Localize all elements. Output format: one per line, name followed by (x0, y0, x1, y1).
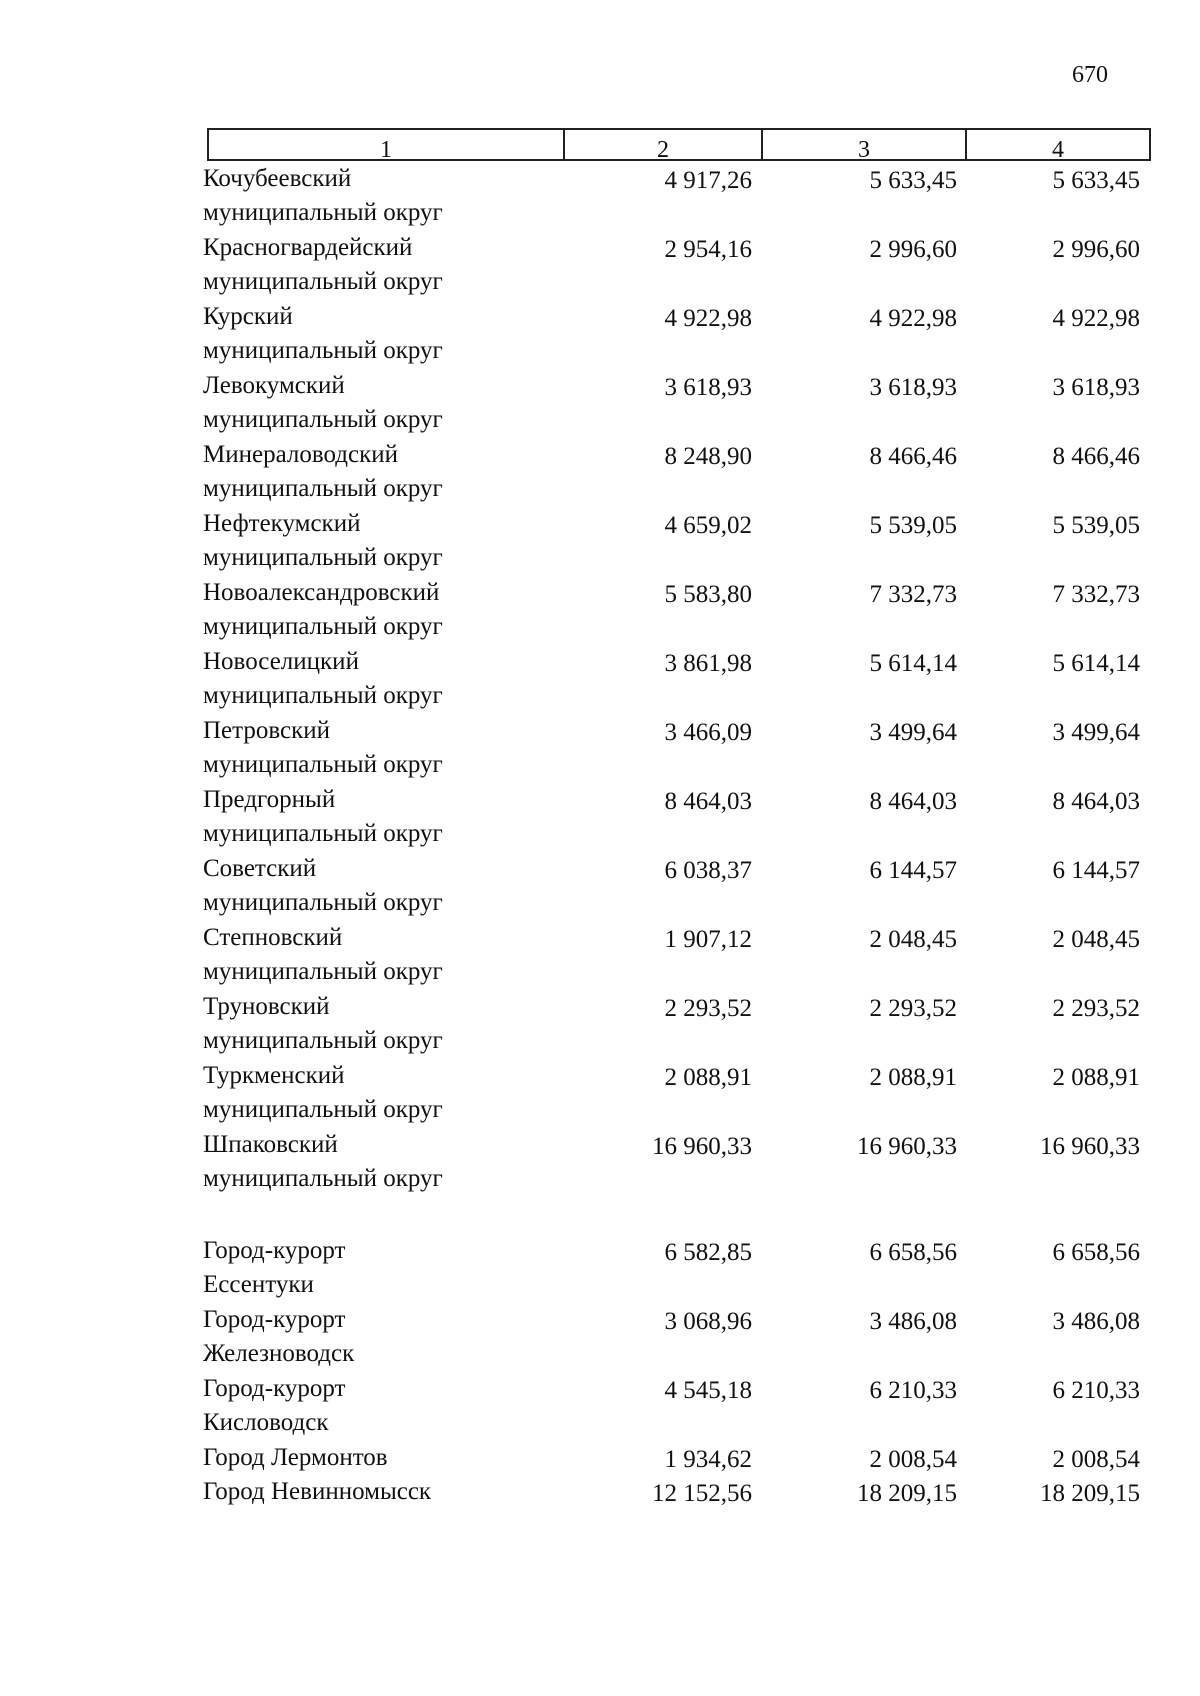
value-col-2: 1 907,12 (664, 926, 752, 953)
row-name-line-1: Петровский (203, 717, 331, 744)
row-name (203, 645, 603, 713)
value-col-2: 4 922,98 (664, 305, 752, 332)
row-name-line-2: муниципальный округ (203, 199, 443, 226)
table-row (0, 1059, 1200, 1128)
row-name (203, 1059, 603, 1127)
row-name-line-1: Курский (203, 303, 293, 330)
row-name-line-1: Степновский (203, 924, 343, 951)
value-col-4: 18 209,15 (1040, 1480, 1140, 1507)
value-col-4: 7 332,73 (1052, 581, 1140, 608)
row-name (203, 438, 603, 506)
value-col-4: 8 466,46 (1052, 443, 1140, 470)
row-name (203, 1441, 603, 1475)
value-col-3: 6 658,56 (869, 1239, 957, 1266)
value-col-4: 6 658,56 (1052, 1239, 1140, 1266)
table-row (0, 990, 1200, 1059)
value-col-3: 6 210,33 (869, 1377, 957, 1404)
value-col-4: 2 996,60 (1052, 236, 1140, 263)
row-name-line-1: Город-курорт (203, 1237, 346, 1264)
row-name-line-1: Предгорный (203, 786, 336, 813)
value-col-4: 4 922,98 (1052, 305, 1140, 332)
table-row (0, 1128, 1200, 1197)
row-name-line-1: Город-курорт (203, 1375, 346, 1402)
row-name (203, 1372, 603, 1440)
value-col-4: 6 210,33 (1052, 1377, 1140, 1404)
table-row (0, 576, 1200, 645)
column-header-4: 4 (965, 130, 1149, 159)
row-name (203, 576, 603, 644)
table-row (0, 438, 1200, 507)
value-col-4: 5 614,14 (1052, 650, 1140, 677)
row-name-line-1: Шпаковский (203, 1131, 338, 1158)
row-name-line-1: Город-курорт (203, 1306, 346, 1333)
value-col-2: 8 248,90 (664, 443, 752, 470)
row-name-line-1: Кочубеевский (203, 165, 352, 192)
row-name (203, 300, 603, 368)
row-name-line-2: муниципальный округ (203, 1165, 443, 1192)
row-name-line-2: муниципальный округ (203, 475, 443, 502)
row-name-line-2: муниципальный округ (203, 268, 443, 295)
value-col-4: 2 088,91 (1052, 1064, 1140, 1091)
table-row (0, 921, 1200, 990)
value-col-3: 16 960,33 (857, 1133, 957, 1160)
row-name-line-1: Город Невинномысск (203, 1478, 432, 1505)
row-name-line-2: муниципальный округ (203, 820, 443, 847)
value-col-2: 6 582,85 (664, 1239, 752, 1266)
value-col-4: 2 008,54 (1052, 1446, 1140, 1473)
row-name-line-2: муниципальный округ (203, 682, 443, 709)
row-name (203, 990, 603, 1058)
table-body (0, 162, 1200, 1509)
value-col-3: 2 088,91 (869, 1064, 957, 1091)
value-col-3: 2 008,54 (869, 1446, 957, 1473)
row-name-line-2: муниципальный округ (203, 751, 443, 778)
table-header (207, 128, 1151, 161)
value-col-4: 2 048,45 (1052, 926, 1140, 953)
value-col-2: 1 934,62 (664, 1446, 752, 1473)
value-col-3: 3 499,64 (869, 719, 957, 746)
value-col-4: 3 618,93 (1052, 374, 1140, 401)
table-row (0, 1475, 1200, 1509)
table-row (0, 714, 1200, 783)
table-row (0, 300, 1200, 369)
column-header-2: 2 (563, 130, 761, 159)
row-name (203, 1128, 603, 1196)
value-col-3: 6 144,57 (869, 857, 957, 884)
row-name-line-2: муниципальный округ (203, 958, 443, 985)
row-name (203, 852, 603, 920)
value-col-4: 3 499,64 (1052, 719, 1140, 746)
table-row (0, 783, 1200, 852)
row-name-line-2: Кисловодск (203, 1409, 329, 1436)
value-col-3: 5 614,14 (869, 650, 957, 677)
row-name-line-2: муниципальный округ (203, 613, 443, 640)
value-col-2: 16 960,33 (652, 1133, 752, 1160)
row-name (203, 714, 603, 782)
row-name (203, 1234, 603, 1302)
row-name (203, 231, 603, 299)
column-header-3: 3 (761, 130, 965, 159)
value-col-3: 8 466,46 (869, 443, 957, 470)
value-col-3: 5 539,05 (869, 512, 957, 539)
row-name (203, 921, 603, 989)
value-col-4: 2 293,52 (1052, 995, 1140, 1022)
row-name (203, 783, 603, 851)
row-name-line-1: Советский (203, 855, 317, 882)
value-col-4: 6 144,57 (1052, 857, 1140, 884)
value-col-2: 4 917,26 (664, 167, 752, 194)
row-name (203, 162, 603, 230)
row-name-line-1: Нефтекумский (203, 510, 361, 537)
row-name-line-1: Город Лермонтов (203, 1444, 388, 1471)
value-col-4: 5 539,05 (1052, 512, 1140, 539)
row-name-line-2: муниципальный округ (203, 406, 443, 433)
table-row (0, 369, 1200, 438)
page-number: 670 (1072, 62, 1108, 88)
row-name-line-2: муниципальный округ (203, 889, 443, 916)
value-col-2: 2 088,91 (664, 1064, 752, 1091)
table-row (0, 645, 1200, 714)
row-name (203, 507, 603, 575)
row-name (203, 369, 603, 437)
row-name-line-1: Левокумский (203, 372, 345, 399)
row-name-line-1: Туркменский (203, 1062, 345, 1089)
value-col-3: 7 332,73 (869, 581, 957, 608)
row-name (203, 1475, 603, 1509)
value-col-4: 5 633,45 (1052, 167, 1140, 194)
value-col-2: 3 618,93 (664, 374, 752, 401)
table-row (0, 1234, 1200, 1303)
value-col-4: 3 486,08 (1052, 1308, 1140, 1335)
value-col-3: 3 486,08 (869, 1308, 957, 1335)
row-name-line-2: муниципальный округ (203, 544, 443, 571)
row-name-line-2: Железноводск (203, 1340, 355, 1367)
table-row (0, 1441, 1200, 1475)
row-name-line-1: Красногвардейский (203, 234, 413, 261)
value-col-2: 6 038,37 (664, 857, 752, 884)
value-col-2: 12 152,56 (652, 1480, 752, 1507)
table-row (0, 162, 1200, 231)
value-col-2: 3 466,09 (664, 719, 752, 746)
value-col-4: 16 960,33 (1040, 1133, 1140, 1160)
value-col-3: 2 293,52 (869, 995, 957, 1022)
row-name (203, 1303, 603, 1371)
column-header-1: 1 (380, 137, 392, 163)
table-row (0, 231, 1200, 300)
row-name-line-2: Ессентуки (203, 1271, 314, 1298)
row-name-line-1: Новоселицкий (203, 648, 359, 675)
table-row (0, 1372, 1200, 1441)
table-row (0, 507, 1200, 576)
value-col-3: 5 633,45 (869, 167, 957, 194)
value-col-3: 2 048,45 (869, 926, 957, 953)
value-col-2: 4 545,18 (664, 1377, 752, 1404)
row-name-line-2: муниципальный округ (203, 337, 443, 364)
value-col-2: 5 583,80 (664, 581, 752, 608)
row-name-line-2: муниципальный округ (203, 1027, 443, 1054)
value-col-2: 3 068,96 (664, 1308, 752, 1335)
value-col-2: 3 861,98 (664, 650, 752, 677)
value-col-3: 18 209,15 (857, 1480, 957, 1507)
row-name-line-1: Труновский (203, 993, 330, 1020)
value-col-3: 4 922,98 (869, 305, 957, 332)
value-col-3: 2 996,60 (869, 236, 957, 263)
row-name-line-1: Минераловодский (203, 441, 399, 468)
value-col-2: 8 464,03 (664, 788, 752, 815)
row-name-line-2: муниципальный округ (203, 1096, 443, 1123)
value-col-4: 8 464,03 (1052, 788, 1140, 815)
value-col-3: 3 618,93 (869, 374, 957, 401)
row-name-line-1: Новоалександровский (203, 579, 440, 606)
value-col-2: 2 954,16 (664, 236, 752, 263)
table-row (0, 852, 1200, 921)
value-col-2: 4 659,02 (664, 512, 752, 539)
value-col-3: 8 464,03 (869, 788, 957, 815)
value-col-2: 2 293,52 (664, 995, 752, 1022)
table-row (0, 1303, 1200, 1372)
